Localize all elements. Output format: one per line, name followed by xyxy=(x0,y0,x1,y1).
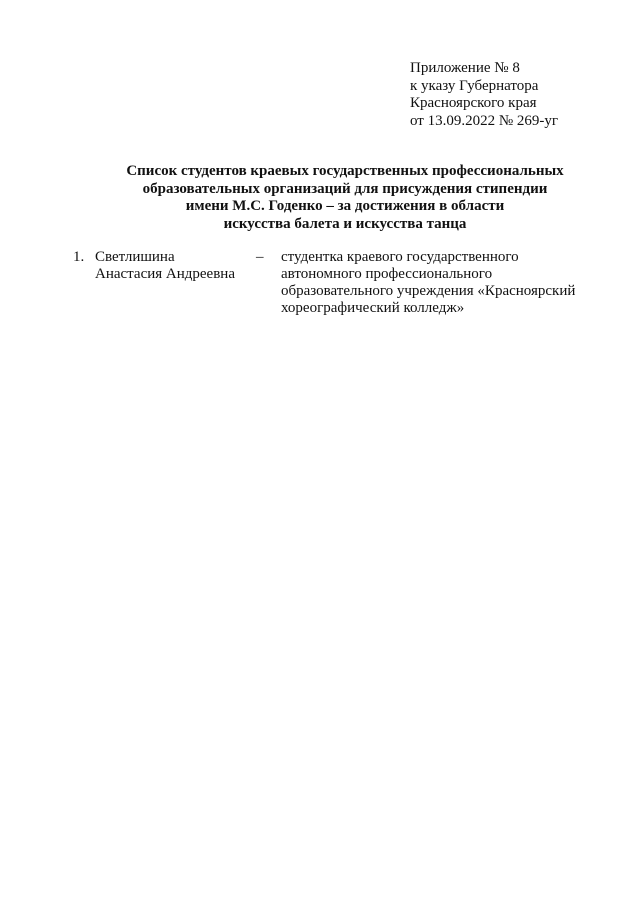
description-line: хореографический колледж» xyxy=(281,300,465,316)
appendix-line: от 13.09.2022 № 269-уг xyxy=(410,112,559,129)
title-line: образовательных организаций для присуждения стипендии xyxy=(142,180,548,197)
title-line: Список студентов краевых государственных профессиональных xyxy=(126,163,564,179)
description-line: автономного профессионального xyxy=(281,266,493,282)
student-description xyxy=(281,249,611,317)
title-line: искусства балета и искусства танца xyxy=(223,215,467,232)
description-line: образовательного учреждения «Красноярский xyxy=(281,283,576,299)
entry-dash: – xyxy=(256,249,264,265)
entry-number: 1. xyxy=(73,249,85,265)
document-title xyxy=(60,163,630,233)
appendix-header xyxy=(410,60,610,130)
appendix-line: к указу Губернатора xyxy=(410,77,539,94)
appendix-line: Красноярского края xyxy=(410,95,537,111)
student-name-line: Анастасия Андреевна xyxy=(95,266,235,282)
description-line: студентка краевого государственного xyxy=(281,249,519,265)
title-line: имени М.С. Годенко – за достижения в области xyxy=(185,198,505,214)
student-name-line: Светлишина xyxy=(95,249,175,265)
appendix-line: Приложение № 8 xyxy=(410,60,520,76)
student-name xyxy=(95,249,235,283)
